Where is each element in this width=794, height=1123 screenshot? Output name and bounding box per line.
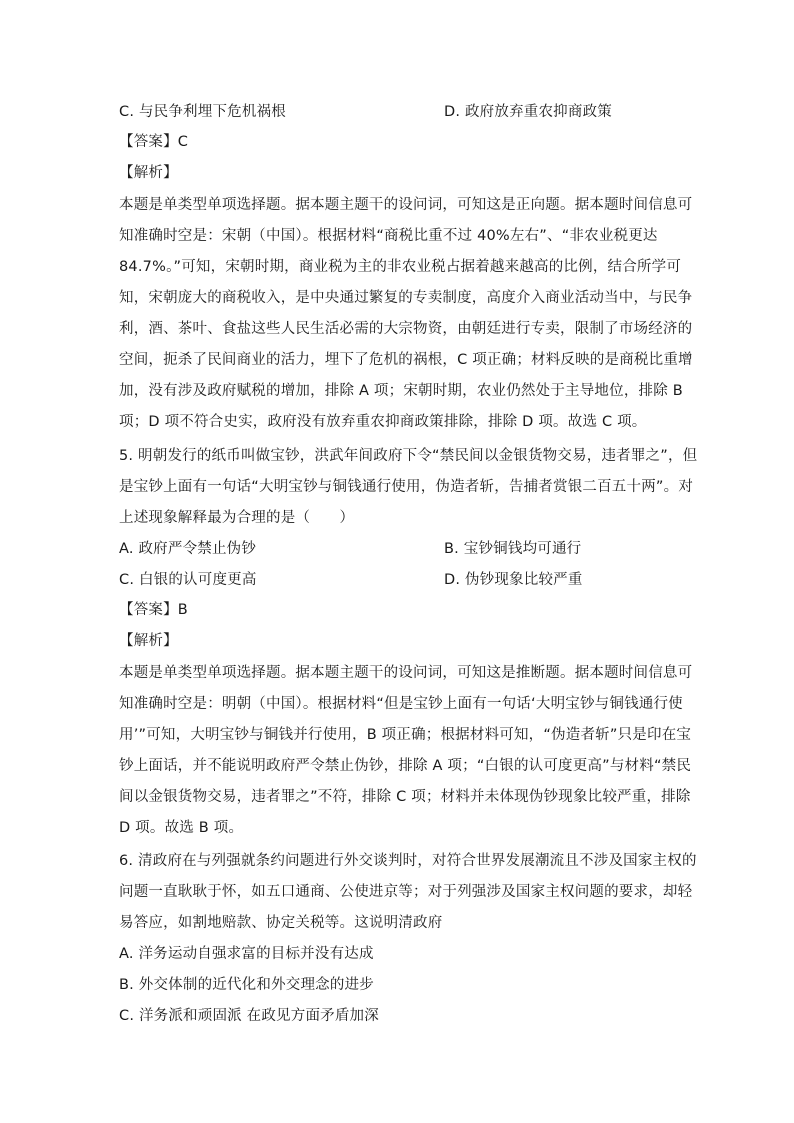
- q4-analysis-heading: 【解析】: [119, 165, 178, 181]
- q4-analysis-line: 项；D 项不符合史实，政府没有放弃重农抑商政策排除，排除 D 项。故选 C 项。: [119, 414, 647, 430]
- q4-analysis-line: 利，酒、茶叶、食盐这些人民生活必需的大宗物资，由朝廷进行专卖，限制了市场经济的: [119, 321, 693, 337]
- q4-analysis-line: 空间，扼杀了民间商业的活力，埋下了危机的祸根，C 项正确；材料反映的是商税比重增: [119, 352, 693, 368]
- q4-option-c: C. 与民争利埋下危机祸根: [119, 104, 286, 120]
- q5-answer: 【答案】B: [119, 602, 188, 618]
- q4-analysis-line: 84.7%。”可知，宋朝时期，商业税为主的非农业税占据着越来越高的比例，结合所学可: [119, 259, 682, 275]
- q5-analysis-line: 钞上面话，并不能说明政府严令禁止伪钞，排除 A 项；“白银的认可度更高”与材料“禁民: [119, 758, 692, 774]
- q6-stem-line: 6. 清政府在与列强就条约问题进行外交谈判时，对符合世界发展潮流且不涉及国家主权的: [119, 853, 697, 869]
- q6-option-a: A. 洋务运动自强求富的目标并没有达成: [119, 946, 374, 962]
- q5-option-b: B. 宝钞铜钱均可通行: [444, 541, 582, 557]
- q5-stem-line: 是宝钞上面有一句话“大明宝钞与铜钱通行使用，伪造者斩，告捕者赏银二百五十两”。对: [119, 479, 694, 495]
- q4-analysis-line: 知准确时空是：宋朝（中国）。根据材料“商税比重不过 40%左右”、“非农业税更达: [119, 228, 658, 244]
- q5-analysis-line: 间以金银货物交易，违者罪之”不符，排除 C 项；材料并未体现伪钞现象比较严重，排除: [119, 789, 691, 805]
- q5-stem-line: 5. 明朝发行的纸币叫做宝钞，洪武年间政府下令“禁民间以金银货物交易，违者罪之”，但: [119, 448, 698, 464]
- q4-answer: 【答案】C: [119, 134, 189, 150]
- q4-analysis-line: 知，宋朝庞大的商税收入，是中央通过繁复的专卖制度，高度介入商业活动当中，与民争: [119, 290, 693, 306]
- q5-option-d: D. 伪钞现象比较严重: [444, 572, 583, 588]
- q5-option-c: C. 白银的认可度更高: [119, 572, 257, 588]
- q4-analysis-line: 加，没有涉及政府赋税的增加，排除 A 项；宋朝时期，农业仍然处于主导地位，排除 B: [119, 383, 683, 399]
- q5-analysis-heading: 【解析】: [119, 633, 178, 649]
- q5-analysis-line: 本题是单类型单项选择题。据本题主题干的设问词，可知这是推断题。据本题时间信息可: [119, 665, 693, 681]
- q6-stem-line: 问题一直耿耿于怀，如五口通商、公使进京等；对于列强涉及国家主权问题的要求，却轻: [119, 884, 693, 900]
- q4-analysis-line: 本题是单类型单项选择题。据本题主题干的设问词，可知这是正向题。据本题时间信息可: [119, 197, 693, 213]
- q5-option-a: A. 政府严令禁止伪钞: [119, 541, 257, 557]
- q6-stem-line: 易答应，如割地赔款、协定关税等。这说明清政府: [119, 915, 443, 931]
- q6-option-c: C. 洋务派和顽固派 在政见方面矛盾加深: [119, 1008, 379, 1024]
- q5-analysis-line: 用’”可知，大明宝钞与铜钱并行使用，B 项正确；根据材料可知，“伪造者斩”只是印在宝: [119, 727, 692, 743]
- q4-option-d: D. 政府放弃重农抑商政策: [444, 104, 612, 120]
- q5-analysis-line: D 项。故选 B 项。: [119, 820, 244, 836]
- q5-stem-line: 上述现象解释最为合理的是（ ）: [119, 510, 355, 526]
- q5-analysis-line: 知准确时空是：明朝（中国）。根据材料“但是宝钞上面有一句话‘大明宝钞与铜钱通行使: [119, 696, 683, 712]
- q6-option-b: B. 外交体制的近代化和外交理念的进步: [119, 977, 374, 993]
